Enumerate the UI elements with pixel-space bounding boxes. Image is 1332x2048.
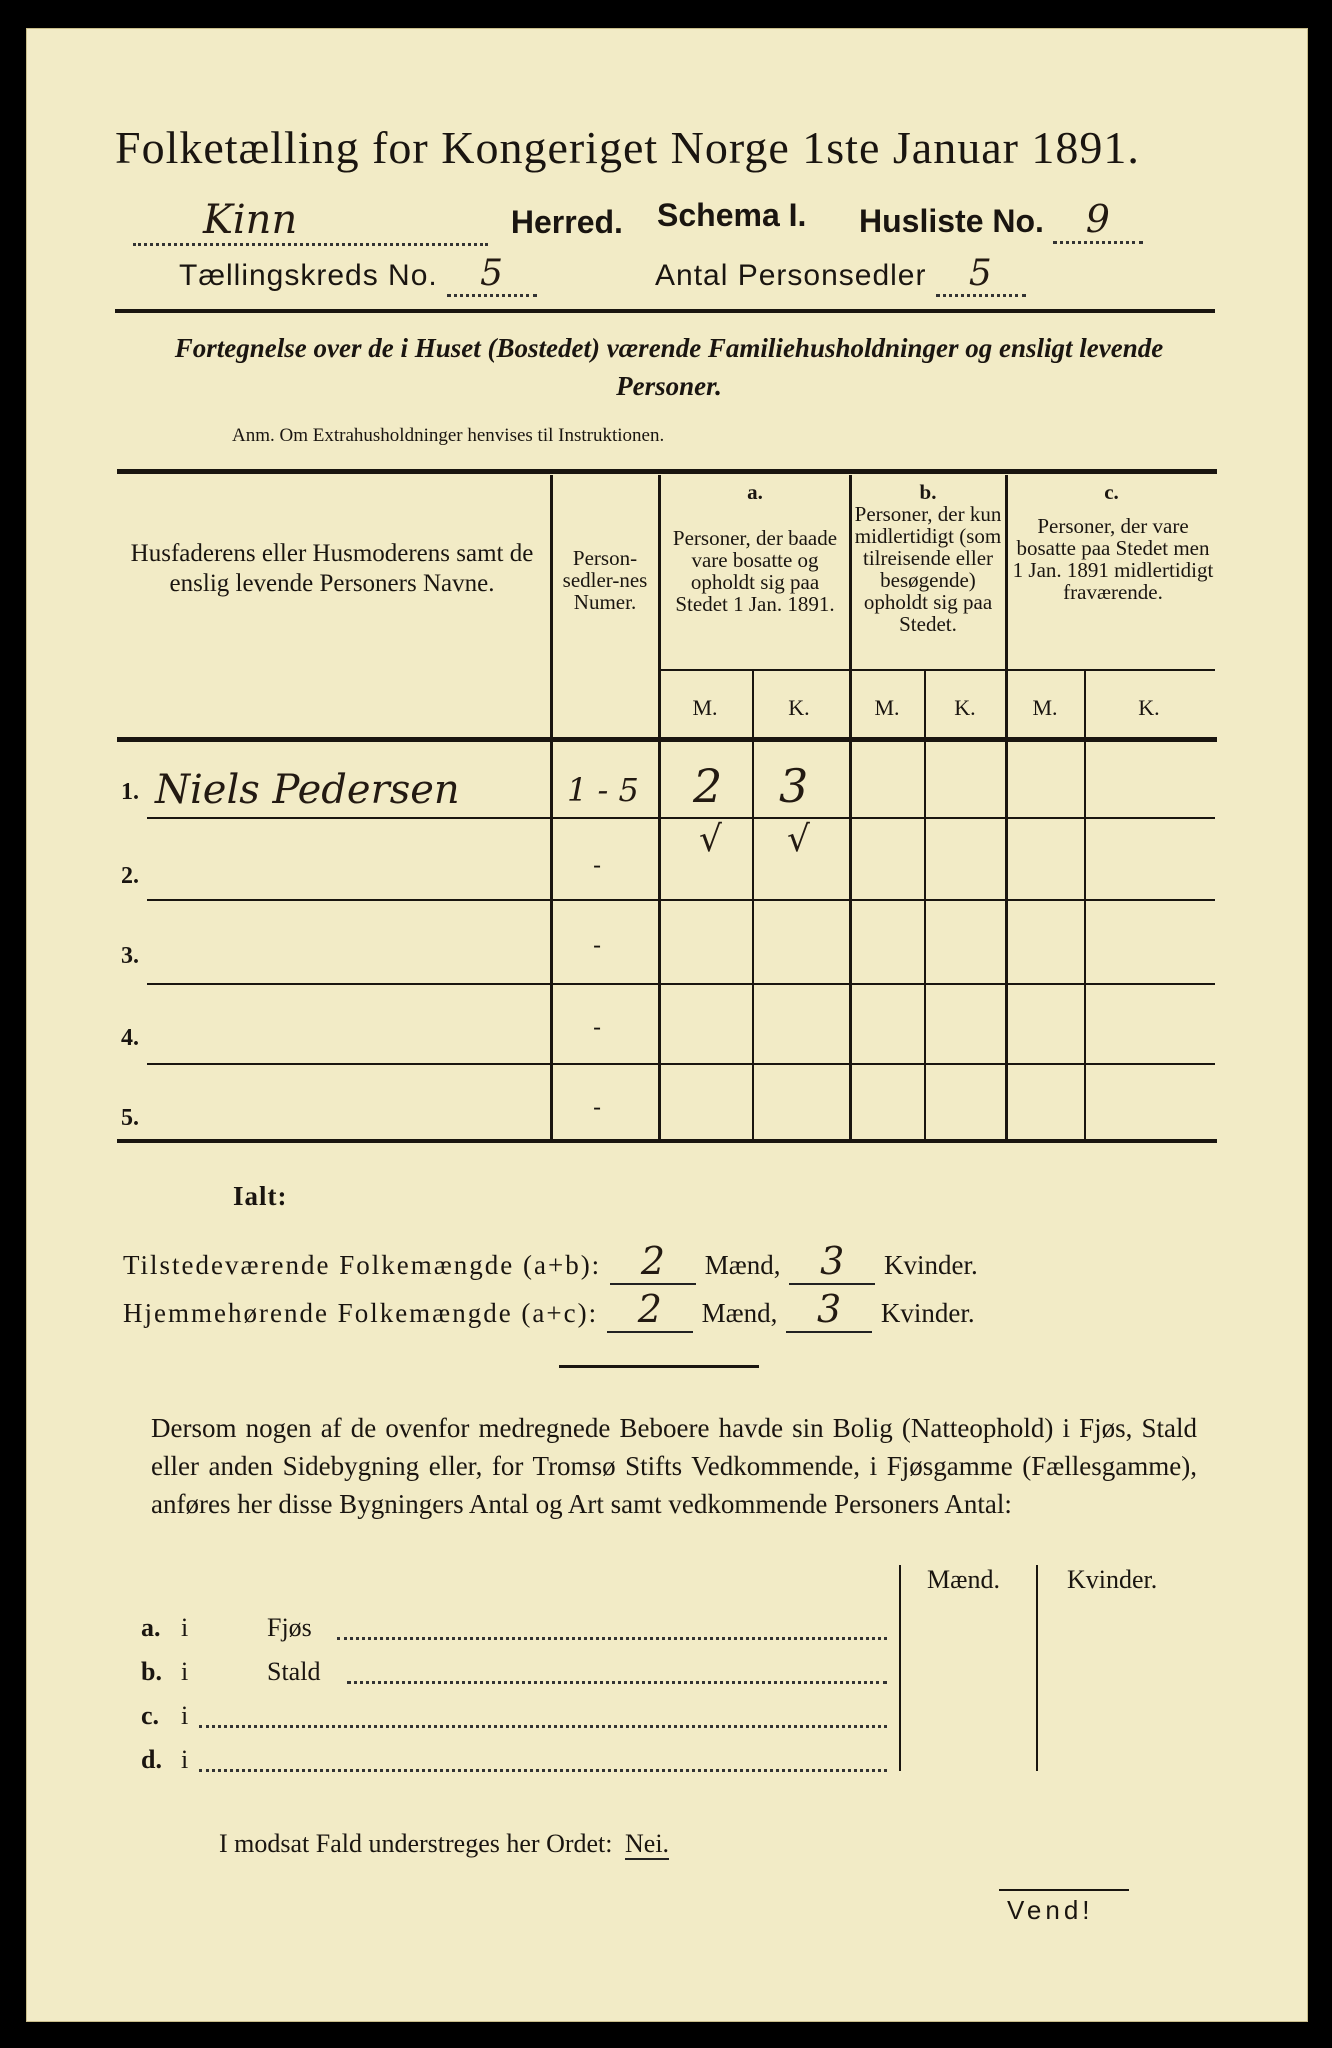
col-header-c: Personer, der vare bosatte paa Stedet men 1 Jan. 1891 midlertidigt fraværende. <box>1012 514 1214 604</box>
kvinder-column-head: Kvinder. <box>1067 1565 1158 1594</box>
a-m-check: √ <box>699 819 722 860</box>
husliste-label: Husliste No. <box>859 203 1044 239</box>
item-label-fjos: Fjøs <box>267 1613 312 1642</box>
kvinder-label: Kvinder. <box>883 1250 978 1280</box>
row-number: 4. <box>121 1025 139 1051</box>
item-prep: i <box>181 1613 189 1642</box>
anm-note: Anm. Om Extrahusholdninger henvises til Instruktionen. <box>232 425 665 446</box>
antal-label: Antal Personsedler <box>655 259 927 292</box>
b-k-label: K. <box>954 695 976 720</box>
kreds-value: 5 <box>447 253 537 297</box>
a-k-value: 3 <box>779 759 809 813</box>
schema-label: Schema I. <box>657 197 807 233</box>
item-letter: a. <box>141 1613 161 1642</box>
intro-heading: Fortegnelse over de i Huset (Bostedet) værende Familiehusholdninger og ensligt levende Personer. <box>174 333 1164 401</box>
tilstede-label: Tilstedeværende Folkemængde (a+b): <box>123 1250 602 1280</box>
col-a-letter: a. <box>747 480 763 504</box>
hjemme-kvinder-value: 3 <box>786 1287 872 1333</box>
item-letter: c. <box>141 1701 160 1730</box>
sedler-dash: - <box>593 931 602 959</box>
a-k-check: √ <box>787 819 810 860</box>
herred-label: Herred. <box>510 204 623 240</box>
item-prep: i <box>181 1657 189 1686</box>
col-header-num: Person-sedler-nes Numer. <box>562 546 648 614</box>
nei-word: Nei. <box>625 1829 670 1858</box>
form-title: Folketælling for Kongeriget Norge 1ste Januar 1891. <box>115 122 1140 173</box>
a-m-label: M. <box>692 695 718 720</box>
item-letter: d. <box>141 1745 162 1774</box>
sedler-dash: - <box>593 851 602 879</box>
ialt-label: Ialt: <box>233 1181 288 1211</box>
c-k-label: K. <box>1138 695 1160 720</box>
hjemme-line <box>123 1287 975 1333</box>
herred-value: Kinn <box>133 197 488 246</box>
maend-label: Mænd, <box>704 1250 781 1280</box>
a-k-label: K. <box>788 695 810 720</box>
row-number: 1. <box>121 779 139 805</box>
antal-value: 5 <box>936 253 1026 297</box>
item-letter: b. <box>141 1657 162 1686</box>
row-number: 5. <box>121 1105 139 1131</box>
kreds-label: Tællingskreds No. <box>179 259 438 292</box>
modsat-line <box>219 1829 669 1859</box>
c-m-label: M. <box>1032 695 1058 720</box>
table-top-rule <box>117 469 1217 474</box>
hjemme-label: Hjemmehørende Folkemængde (a+c): <box>123 1298 599 1328</box>
maend-label: Mænd, <box>701 1298 778 1328</box>
item-prep: i <box>181 1745 189 1774</box>
tilstede-maend-value: 2 <box>610 1239 696 1285</box>
sedler-dash: - <box>593 1093 602 1121</box>
table-head-rule <box>117 737 1217 742</box>
sedler-dash: - <box>593 1013 602 1041</box>
col-header-a: Personer, der baade vare bosatte og opholdt sig paa Stedet 1 Jan. 1891. <box>672 526 838 616</box>
col-b-letter: b. <box>919 480 937 504</box>
header-rule <box>115 309 1215 313</box>
antal-line <box>655 253 1026 297</box>
item-label-stald: Stald <box>267 1657 321 1686</box>
hjemme-maend-value: 2 <box>607 1287 693 1333</box>
husliste-line <box>859 197 1143 244</box>
row-number: 3. <box>121 943 139 969</box>
outbuildings-paragraph: Dersom nogen af de ovenfor medregnede Beboere havde sin Bolig (Natteophold) i Fjøs, Stald eller anden Sidebygning eller, for Tromsø Stifts Vedkommende, i Fjøsgamme (Fællesgamme), anføres her disse Bygningers Antal og Art samt vedkommende Personers Antal: <box>151 1413 1197 1519</box>
col-c-letter: c. <box>1104 480 1119 504</box>
vend-label: Vend! <box>1007 1895 1094 1925</box>
col-header-b: Personer, der kun midlertidigt (som tilreisende eller besøgende) opholdt sig paa Stedet. <box>854 502 1002 636</box>
husliste-value: 9 <box>1053 197 1143 244</box>
census-form-sheet <box>26 28 1308 2022</box>
herred-line <box>133 197 623 246</box>
kvinder-label: Kvinder. <box>880 1298 975 1328</box>
tilstede-line <box>123 1239 978 1285</box>
col-header-name: Husfaderens eller Husmoderens samt de enslig levende Personers Navne. <box>130 540 534 597</box>
item-prep: i <box>181 1701 189 1730</box>
modsat-label: I modsat Fald understreges her Ordet: <box>219 1829 613 1858</box>
b-m-label: M. <box>874 695 900 720</box>
maend-column-head: Mænd. <box>927 1565 1000 1594</box>
a-m-value: 2 <box>693 759 723 813</box>
row-number: 2. <box>121 863 139 889</box>
tilstede-kvinder-value: 3 <box>789 1239 875 1285</box>
sedler-numbers: 1 - 5 <box>567 771 639 809</box>
household-name: Niels Pedersen <box>155 767 460 813</box>
separator-rule <box>559 1365 759 1368</box>
kreds-line <box>179 253 537 297</box>
